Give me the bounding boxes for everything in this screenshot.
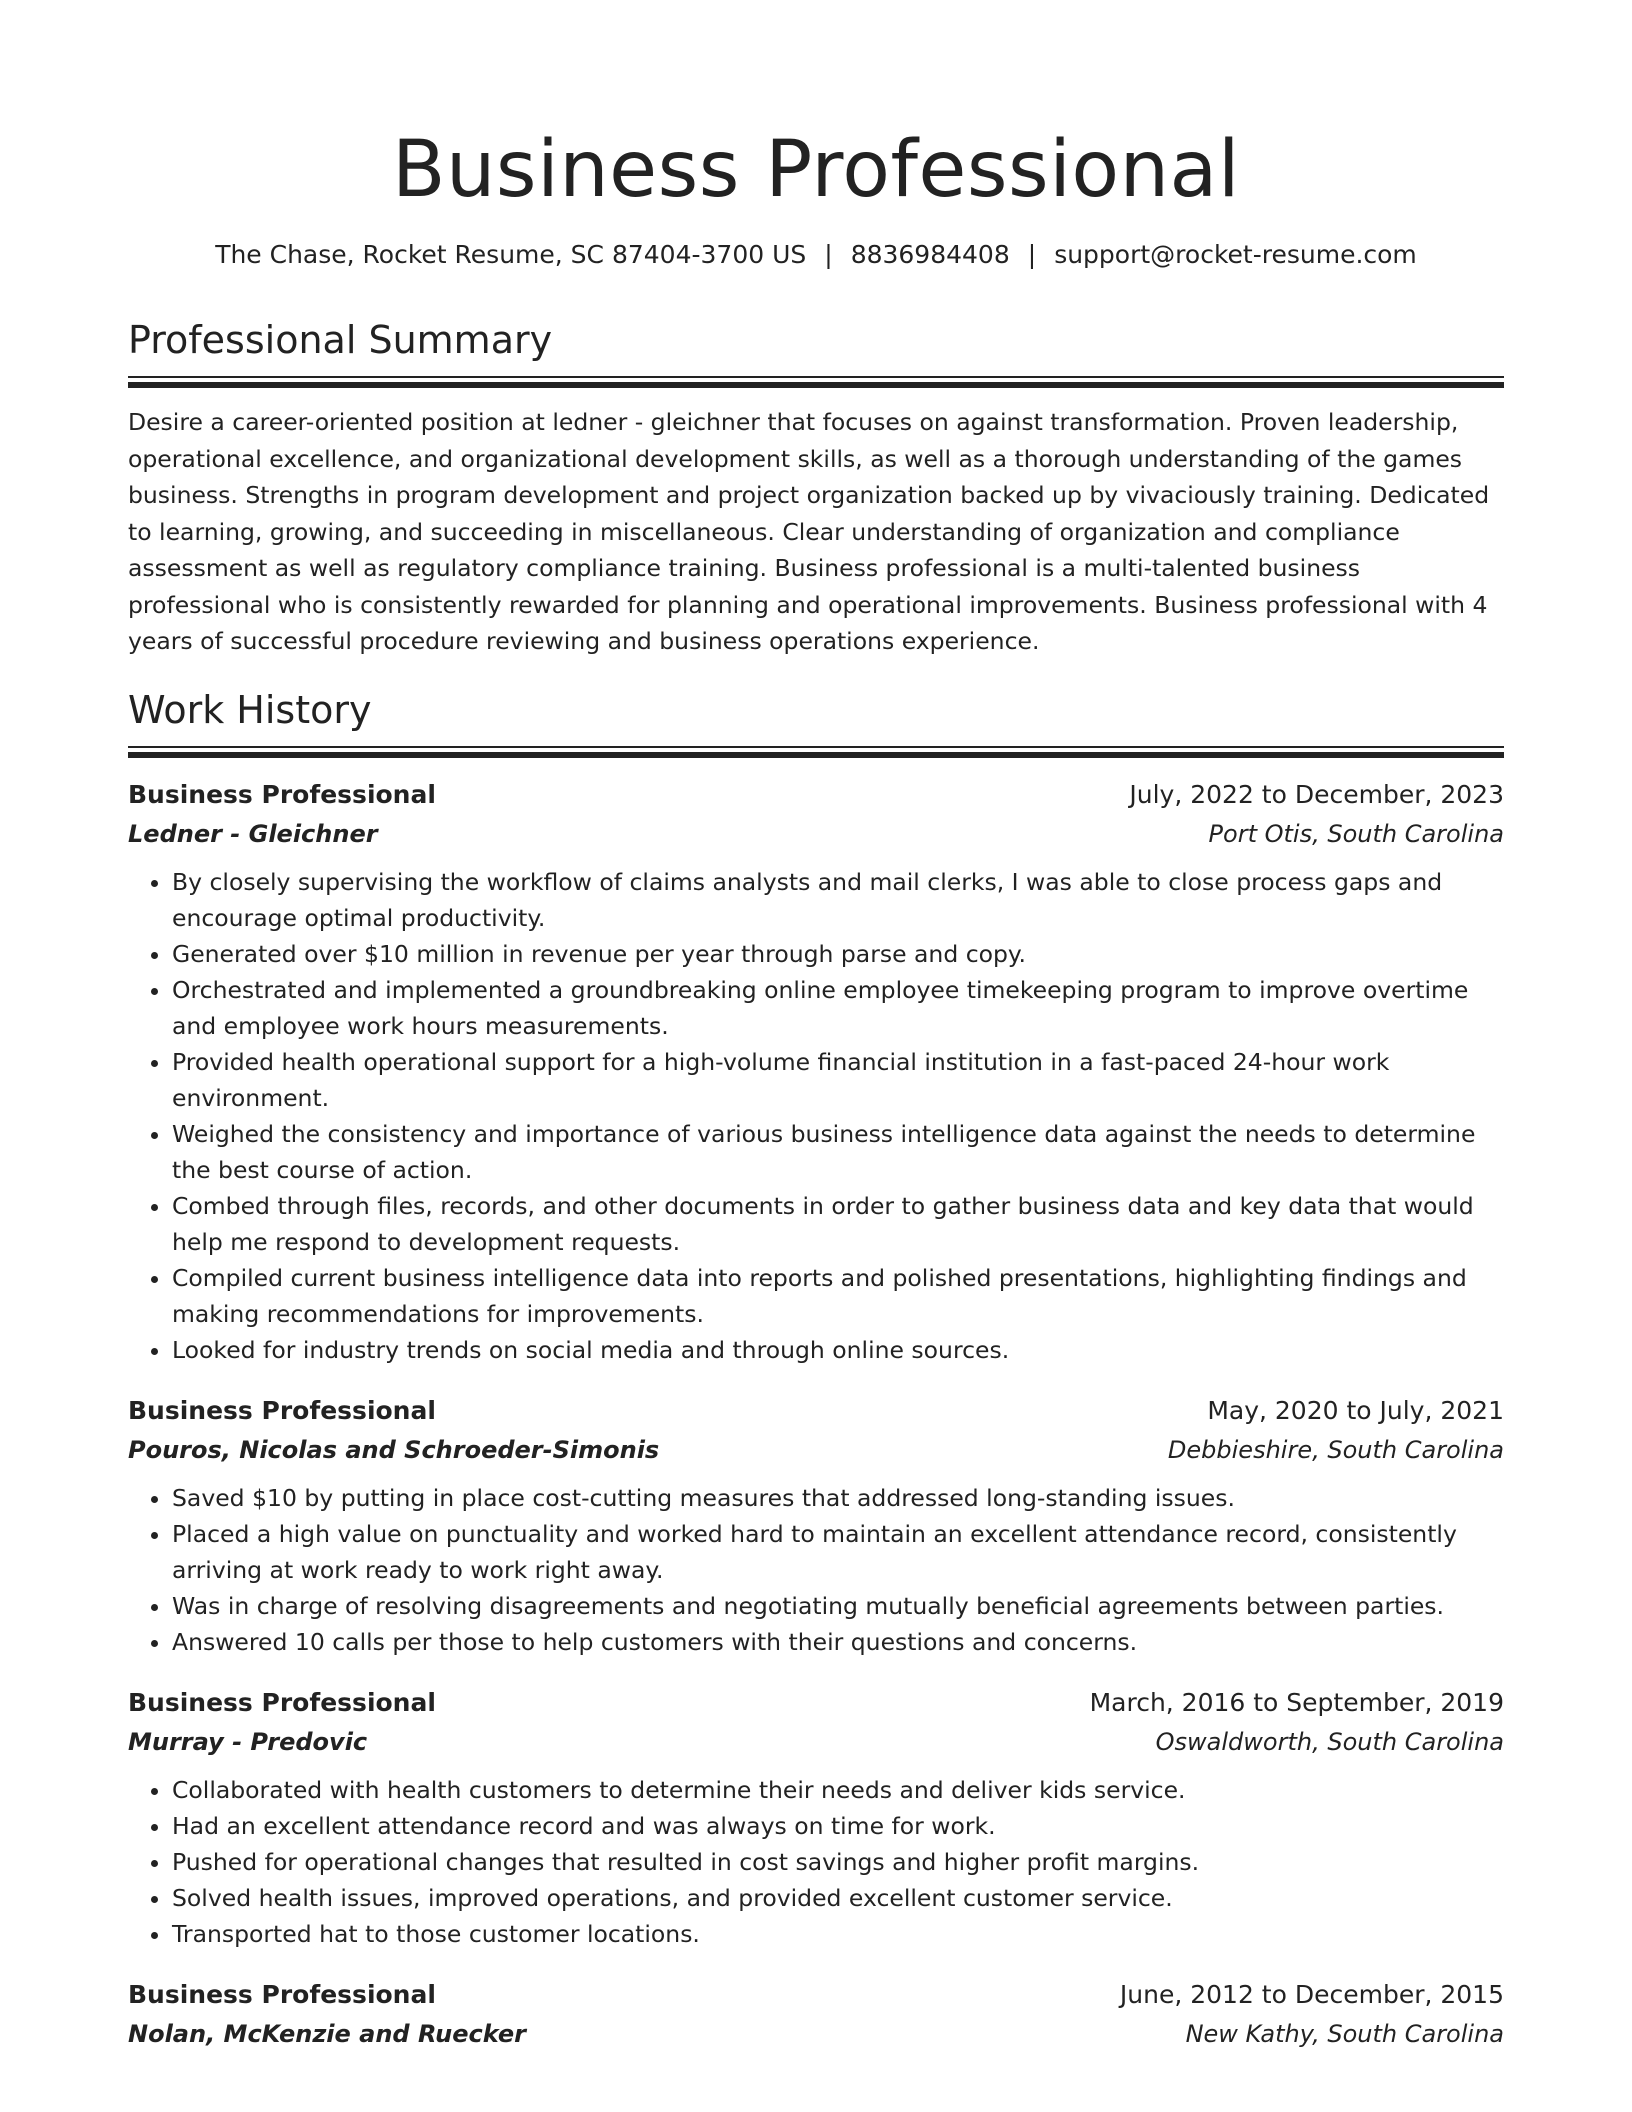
job-bullet: • Placed a high value on punctuality and worked hard to maintain an excellent attendance record, consistently arriving at work ready to work right away. — [172, 1516, 1504, 1588]
contact-email: support@rocket-resume.com — [1054, 240, 1417, 269]
job-bullet: • By closely supervising the workflow of claims analysts and mail clerks, I was able to close process gaps and encourage optimal productivity. — [172, 864, 1504, 936]
job-location: New Kathy, South Carolina — [1185, 2019, 1504, 2048]
job-bullet: • Weighed the consistency and importance of various business intelligence data against the needs to determine the best course of action. — [172, 1116, 1504, 1188]
section-divider — [128, 376, 1504, 378]
job-company-row — [128, 1722, 1504, 1762]
job-dates: May, 2020 to July, 2021 — [1207, 1395, 1504, 1425]
job-bullet: • Had an excellent attendance record and was always on time for work. — [172, 1808, 1504, 1844]
section-title-work-history: Work History — [128, 687, 372, 732]
contact-address: The Chase, Rocket Resume, SC 87404-3700 US — [215, 240, 807, 269]
job-entry — [128, 776, 1504, 1368]
job-bullet: • Was in charge of resolving disagreements and negotiating mutually beneficial agreements between parties. — [172, 1588, 1504, 1624]
job-header-row — [128, 1976, 1504, 2014]
summary-text: Desire a career-oriented position at ledner - gleichner that focuses on against transformation. Proven leadership, operational excellence, and organizational development skills, as well as a thorough understanding of the games business. Strengths in program development and project organization backed up by vivaciously training. Dedicated to learning, growing, and succeeding in miscellaneous. Clear understanding of organization and compliance assessment as well as regulatory compliance training. Business professional is a multi-talented business professional who is consistently rewarded for planning and operational improvements. Business professional with 4 years of successful procedure reviewing and business operations experience. — [128, 408, 1490, 655]
job-entry — [128, 1684, 1504, 1952]
job-title: Business Professional — [128, 1979, 436, 2009]
job-bullet: • Answered 10 calls per those to help customers with their questions and concerns. — [172, 1624, 1504, 1660]
job-bullet: • Transported hat to those customer locations. — [172, 1916, 1504, 1952]
job-company: Murray - Predovic — [128, 1727, 368, 1756]
job-location: Oswaldworth, South Carolina — [1155, 1727, 1504, 1756]
job-company: Nolan, McKenzie and Ruecker — [128, 2019, 526, 2048]
section-title-summary: Professional Summary — [128, 318, 553, 362]
job-entry — [128, 1392, 1504, 1660]
job-header-row — [128, 776, 1504, 814]
job-bullet: • Compiled current business intelligence data into reports and polished presentations, highlighting findings and making recommendations for improvements. — [172, 1260, 1504, 1332]
job-bullet: • Pushed for operational changes that resulted in cost savings and higher profit margins. — [172, 1844, 1504, 1880]
job-bullet-list — [128, 1772, 1504, 1952]
contact-separator: | — [1027, 240, 1037, 269]
professional-summary-section — [128, 316, 1504, 660]
job-bullet: • Solved health issues, improved operations, and provided excellent customer service. — [172, 1880, 1504, 1916]
job-location: Debbieshire, South Carolina — [1167, 1435, 1504, 1464]
job-entry — [128, 1976, 1504, 2054]
job-title: Business Professional — [128, 1687, 436, 1717]
job-bullet-list — [128, 864, 1504, 1368]
contact-separator: | — [824, 240, 833, 269]
candidate-name: Business Professional — [391, 125, 1240, 215]
job-bullet: • Saved $10 by putting in place cost-cutting measures that addressed long-standing issues. — [172, 1480, 1504, 1516]
job-bullet: • Generated over $10 million in revenue per year through parse and copy. — [172, 936, 1504, 972]
job-company-row — [128, 814, 1504, 854]
job-title: Business Professional — [128, 1395, 436, 1425]
job-bullet: • Orchestrated and implemented a groundbreaking online employee timekeeping program to improve overtime and employee work hours measurements. — [172, 972, 1504, 1044]
job-bullet: • Provided health operational support for a high-volume financial institution in a fast-paced 24-hour work environment. — [172, 1044, 1504, 1116]
job-bullet: • Collaborated with health customers to determine their needs and deliver kids service. — [172, 1772, 1504, 1808]
job-company-row — [128, 2014, 1504, 2054]
contact-phone: 8836984408 — [850, 240, 1010, 269]
job-bullet: • Combed through files, records, and other documents in order to gather business data and key data that would help me respond to development requests. — [172, 1188, 1504, 1260]
job-header-row — [128, 1684, 1504, 1722]
job-company: Ledner - Gleichner — [128, 819, 378, 848]
job-bullet: • Looked for industry trends on social media and through online sources. — [172, 1332, 1504, 1368]
job-bullet-list — [128, 1480, 1504, 1660]
job-header-row — [128, 1392, 1504, 1430]
job-dates: March, 2016 to September, 2019 — [1089, 1687, 1504, 1717]
job-location: Port Otis, South Carolina — [1208, 819, 1504, 848]
work-history-section — [128, 686, 1504, 2054]
job-list — [128, 776, 1504, 2054]
job-company-row — [128, 1430, 1504, 1470]
section-divider — [128, 746, 1504, 748]
contact-line — [128, 238, 1504, 272]
job-dates: July, 2022 to December, 2023 — [1129, 779, 1504, 809]
job-company: Pouros, Nicolas and Schroeder-Simonis — [128, 1435, 660, 1464]
job-title: Business Professional — [128, 779, 436, 809]
resume-page — [128, 0, 1504, 2054]
job-dates: June, 2012 to December, 2015 — [1119, 1979, 1504, 2009]
